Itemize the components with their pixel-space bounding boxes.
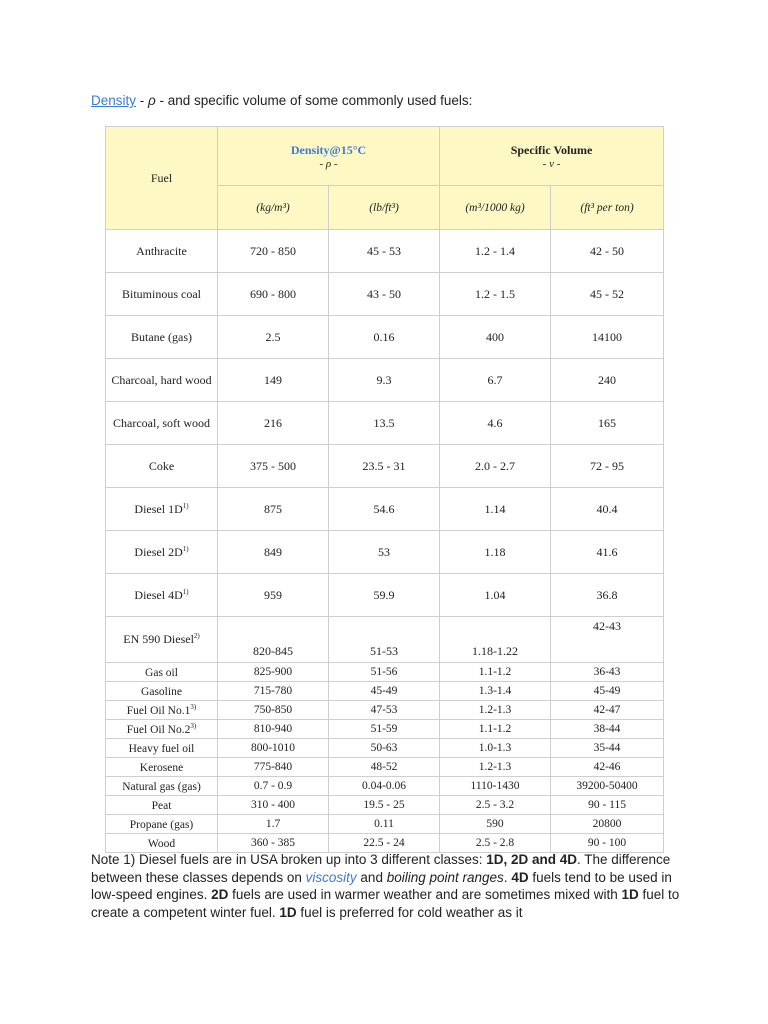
header-density-label: Density@15°C bbox=[290, 142, 367, 157]
header-sv-label: Specific Volume bbox=[510, 142, 593, 157]
kg-cell: 375 - 500 bbox=[218, 445, 329, 488]
fuel-cell: EN 590 Diesel$^{2)}$ bbox=[106, 617, 218, 663]
m3-cell: 1.0-1.3 bbox=[440, 739, 551, 758]
m3-cell: 1.2 - 1.5 bbox=[440, 273, 551, 316]
lb-cell: 50-63 bbox=[329, 739, 440, 758]
fuel-cell: Bituminous coal bbox=[106, 273, 218, 316]
table-row bbox=[106, 682, 664, 701]
kg-cell: 310 - 400 bbox=[218, 796, 329, 815]
fuel-cell: Diesel $4D^{1)}$ bbox=[106, 574, 218, 617]
fuel-cell: Kerosene bbox=[106, 758, 218, 777]
fuel-cell: Coke bbox=[106, 445, 218, 488]
ft3-cell: 42 - 50 bbox=[551, 230, 664, 273]
table-row bbox=[106, 574, 664, 617]
kg-cell: 690 - 800 bbox=[218, 273, 329, 316]
m3-cell: 1.14 bbox=[440, 488, 551, 531]
ft3-cell: 41.6 bbox=[551, 531, 664, 574]
lb-cell: 0.16 bbox=[329, 316, 440, 359]
lb-cell: 59.9 bbox=[329, 574, 440, 617]
intro-line bbox=[91, 93, 472, 108]
m3-cell: 1.1-1.2 bbox=[440, 720, 551, 739]
header-density bbox=[218, 127, 440, 186]
table-row bbox=[106, 230, 664, 273]
ft3-cell: 240 bbox=[551, 359, 664, 402]
ft3-cell: 14100 bbox=[551, 316, 664, 359]
ft3-cell: 42-43 bbox=[551, 617, 664, 663]
note-text: fuels are used in warmer weather and are sometimes mixed with bbox=[228, 887, 622, 902]
table-row bbox=[106, 531, 664, 574]
density-link[interactable]: Density bbox=[91, 93, 137, 108]
kg-cell: 800-1010 bbox=[218, 739, 329, 758]
fuel-cell: Gas oil bbox=[106, 663, 218, 682]
ft3-cell: 42-46 bbox=[551, 758, 664, 777]
unit-ft3-ton: (ft³ per ton) bbox=[551, 186, 664, 230]
kg-cell: 959 bbox=[218, 574, 329, 617]
kg-cell: 360 - 385 bbox=[218, 834, 329, 853]
note-bold: 1D bbox=[279, 904, 297, 920]
fuel-cell: Diesel $2D^{1)}$ bbox=[106, 531, 218, 574]
fuel-cell: Charcoal, soft wood bbox=[106, 402, 218, 445]
kg-cell: 820-845 bbox=[218, 617, 329, 663]
lb-cell: 43 - 50 bbox=[329, 273, 440, 316]
intro-text: - and specific volume of some commonly used fuels: bbox=[155, 93, 473, 108]
m3-cell: 2.5 - 3.2 bbox=[440, 796, 551, 815]
ft3-cell: 35-44 bbox=[551, 739, 664, 758]
lb-cell: 47-53 bbox=[329, 701, 440, 720]
m3-cell: 4.6 bbox=[440, 402, 551, 445]
note-text: fuel is preferred for cold weather as it bbox=[296, 904, 523, 920]
kg-cell: 720 - 850 bbox=[218, 230, 329, 273]
header-specific-volume bbox=[440, 127, 664, 186]
note-text: and bbox=[356, 869, 387, 885]
m3-cell: 1.2 - 1.4 bbox=[440, 230, 551, 273]
ft3-cell: 90 - 100 bbox=[551, 834, 664, 853]
m3-cell: 1.2-1.3 bbox=[440, 701, 551, 720]
lb-cell: 54.6 bbox=[329, 488, 440, 531]
table-row-en590 bbox=[106, 617, 664, 663]
ft3-cell: 40.4 bbox=[551, 488, 664, 531]
fuel-cell: Peat bbox=[106, 796, 218, 815]
lb-cell: 22.5 - 24 bbox=[329, 834, 440, 853]
kg-cell: 149 bbox=[218, 359, 329, 402]
table-row bbox=[106, 834, 664, 853]
fuel-cell: Wood bbox=[106, 834, 218, 853]
header-density-symbol: - ρ - bbox=[319, 157, 338, 170]
ft3-cell: 39200-50400 bbox=[551, 777, 664, 796]
kg-cell: 0.7 - 0.9 bbox=[218, 777, 329, 796]
unit-kg-m3: (kg/m³) bbox=[218, 186, 329, 230]
kg-cell: 875 bbox=[218, 488, 329, 531]
note-text: fuels tend to be used in low-speed engines. bbox=[91, 869, 672, 902]
m3-cell: 2.0 - 2.7 bbox=[440, 445, 551, 488]
ft3-cell: 38-44 bbox=[551, 720, 664, 739]
lb-cell: 45 - 53 bbox=[329, 230, 440, 273]
kg-cell: 825-900 bbox=[218, 663, 329, 682]
ft3-cell: 45 - 52 bbox=[551, 273, 664, 316]
table-row bbox=[106, 777, 664, 796]
table-row bbox=[106, 402, 664, 445]
note-bold: 2D bbox=[211, 887, 229, 902]
table-row bbox=[106, 758, 664, 777]
kg-cell: 775-840 bbox=[218, 758, 329, 777]
lb-cell: 51-56 bbox=[329, 663, 440, 682]
intro-sep: - bbox=[136, 93, 149, 108]
m3-cell: 1.1-1.2 bbox=[440, 663, 551, 682]
fuel-cell: Heavy fuel oil bbox=[106, 739, 218, 758]
lb-cell: 51-53 bbox=[329, 617, 440, 663]
fuel-cell: Fuel Oil No.1$^{3)}$ bbox=[106, 701, 218, 720]
table-row bbox=[106, 316, 664, 359]
fuel-cell: Butane (gas) bbox=[106, 316, 218, 359]
lb-cell: 0.04-0.06 bbox=[329, 777, 440, 796]
m3-cell: 6.7 bbox=[440, 359, 551, 402]
lb-cell: 51-59 bbox=[329, 720, 440, 739]
ft3-cell: 20800 bbox=[551, 815, 664, 834]
table-row bbox=[106, 663, 664, 682]
kg-cell: 715-780 bbox=[218, 682, 329, 701]
m3-cell: 400 bbox=[440, 316, 551, 359]
fuel-cell: Natural gas (gas) bbox=[106, 777, 218, 796]
rho-symbol: ρ bbox=[148, 93, 156, 108]
fuel-cell: Gasoline bbox=[106, 682, 218, 701]
lb-cell: 23.5 - 31 bbox=[329, 445, 440, 488]
fuel-cell: Anthracite bbox=[106, 230, 218, 273]
kg-cell: 810-940 bbox=[218, 720, 329, 739]
kg-cell: 1.7 bbox=[218, 815, 329, 834]
lb-cell: 19.5 - 25 bbox=[329, 796, 440, 815]
ft3-cell: 72 - 95 bbox=[551, 445, 664, 488]
lb-cell: 13.5 bbox=[329, 402, 440, 445]
table-row bbox=[106, 815, 664, 834]
lb-cell: 9.3 bbox=[329, 359, 440, 402]
ft3-cell: 45-49 bbox=[551, 682, 664, 701]
m3-cell: 1.04 bbox=[440, 574, 551, 617]
table-row bbox=[106, 359, 664, 402]
note-bold: 1D bbox=[621, 887, 639, 902]
fuel-cell: Diesel $1D^{1)}$ bbox=[106, 488, 218, 531]
m3-cell: 1110-1430 bbox=[440, 777, 551, 796]
table-row bbox=[106, 739, 664, 758]
fuel-cell: Fuel Oil No.2$^{3)}$ bbox=[106, 720, 218, 739]
fuel-cell: Propane (gas) bbox=[106, 815, 218, 834]
note-bold: 1D, 2D and 4D bbox=[486, 852, 577, 867]
fuel-density-table bbox=[105, 126, 664, 853]
lb-cell: 0.11 bbox=[329, 815, 440, 834]
lb-cell: 45-49 bbox=[329, 682, 440, 701]
fuel-cell: Charcoal, hard wood bbox=[106, 359, 218, 402]
viscosity-link[interactable]: viscosity bbox=[305, 869, 357, 885]
kg-cell: 750-850 bbox=[218, 701, 329, 720]
m3-cell: 1.18 bbox=[440, 531, 551, 574]
header-sv-symbol: - v - bbox=[542, 157, 561, 170]
unit-m3-1000kg: (m³/1000 kg) bbox=[440, 186, 551, 230]
note-text: fuel to create a competent winter fuel. bbox=[91, 887, 680, 920]
note-paragraph bbox=[91, 851, 691, 921]
note-text: . bbox=[503, 869, 512, 885]
kg-cell: 2.5 bbox=[218, 316, 329, 359]
table-row bbox=[106, 796, 664, 815]
ft3-cell: 36-43 bbox=[551, 663, 664, 682]
ft3-cell: 36.8 bbox=[551, 574, 664, 617]
lb-cell: 48-52 bbox=[329, 758, 440, 777]
unit-lb-ft3: (lb/ft³) bbox=[329, 186, 440, 230]
table-row bbox=[106, 488, 664, 531]
kg-cell: 849 bbox=[218, 531, 329, 574]
ft3-cell: 165 bbox=[551, 402, 664, 445]
note-text: . The difference between these classes depends on bbox=[91, 852, 671, 885]
m3-cell: 1.3-1.4 bbox=[440, 682, 551, 701]
note-bold: 4D bbox=[511, 869, 529, 885]
m3-cell: 590 bbox=[440, 815, 551, 834]
ft3-cell: 42-47 bbox=[551, 701, 664, 720]
table-row bbox=[106, 701, 664, 720]
table-row bbox=[106, 445, 664, 488]
table-row bbox=[106, 273, 664, 316]
m3-cell: 1.2-1.3 bbox=[440, 758, 551, 777]
note-text: Note 1) Diesel fuels are in USA broken up into 3 different classes: bbox=[91, 852, 487, 867]
m3-cell: 2.5 - 2.8 bbox=[440, 834, 551, 853]
note-italic: boiling point ranges bbox=[386, 869, 504, 885]
lb-cell: 53 bbox=[329, 531, 440, 574]
header-fuel: Fuel bbox=[106, 127, 218, 230]
kg-cell: 216 bbox=[218, 402, 329, 445]
m3-cell: 1.18-1.22 bbox=[440, 617, 551, 663]
table-row bbox=[106, 720, 664, 739]
ft3-cell: 90 - 115 bbox=[551, 796, 664, 815]
